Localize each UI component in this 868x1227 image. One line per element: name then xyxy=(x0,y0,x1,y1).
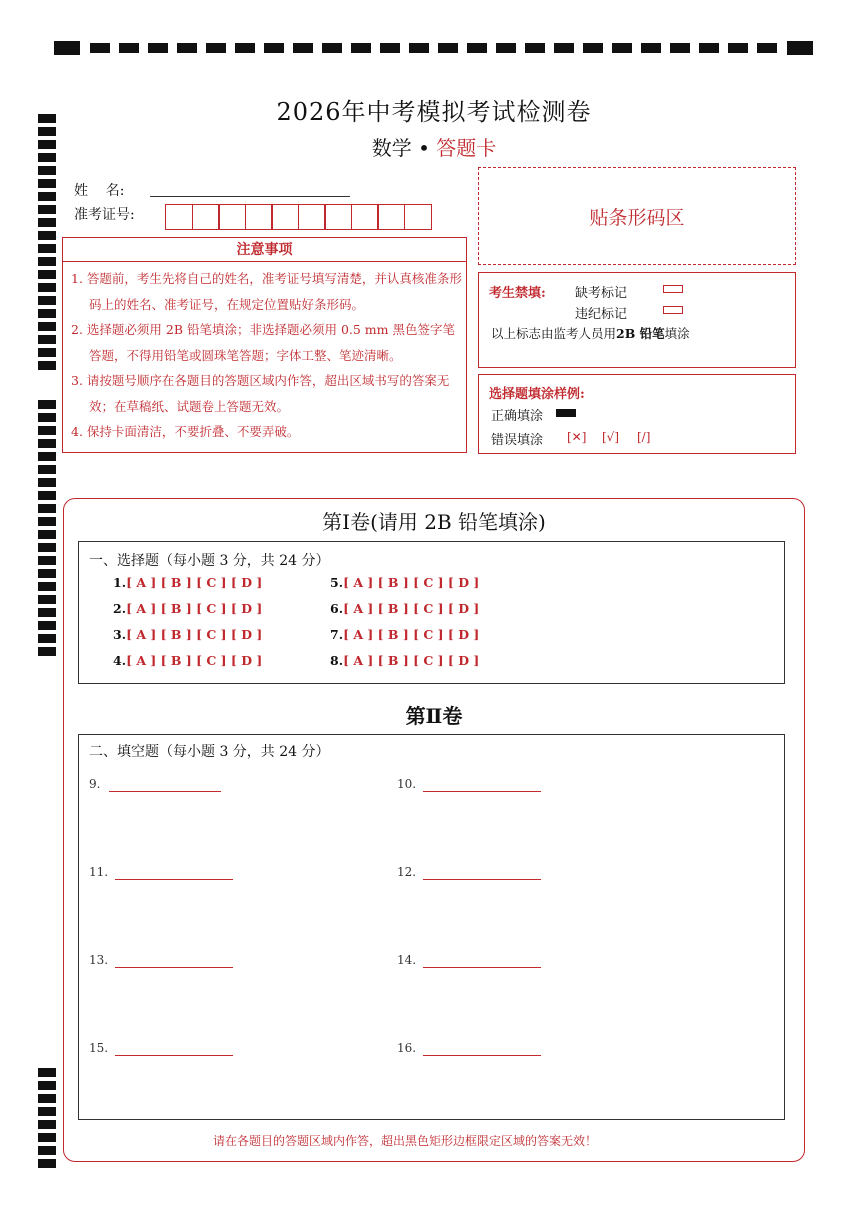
blank-question-number: 12. xyxy=(397,865,417,879)
timing-mark xyxy=(38,179,56,188)
exam-id-digit-box[interactable] xyxy=(377,204,405,230)
notice-box xyxy=(62,237,467,453)
choice-question-title: 一、选择题（每小题 3 分，共 24 分） xyxy=(89,553,330,569)
timing-mark xyxy=(38,595,56,604)
section-2-title: 第Ⅱ卷 xyxy=(405,704,463,728)
timing-mark xyxy=(554,43,574,53)
name-field[interactable] xyxy=(150,196,350,197)
blank-answer-line[interactable] xyxy=(423,967,541,968)
timing-mark xyxy=(38,192,56,201)
timing-mark xyxy=(38,205,56,214)
notice-item: 3. 请按题号顺序在各题目的答题区域内作答，超出区域书写的答案无效；在草稿纸、试题卷上答题无效。 xyxy=(71,373,450,414)
timing-mark xyxy=(38,1081,56,1090)
timing-mark xyxy=(38,478,56,487)
timing-mark xyxy=(438,43,458,53)
blank-question-number: 14. xyxy=(397,953,417,967)
timing-mark xyxy=(38,335,56,344)
correct-fill-label: 正确填涂 xyxy=(491,409,544,424)
choice-question-1[interactable] xyxy=(113,575,262,590)
correct-fill-sample xyxy=(556,409,576,417)
timing-mark xyxy=(38,257,56,266)
blank-answer-line[interactable] xyxy=(423,1055,541,1056)
timing-mark xyxy=(38,283,56,292)
timing-mark xyxy=(38,361,56,370)
wrong-mark-slash: [/] xyxy=(637,430,651,444)
timing-mark xyxy=(38,491,56,500)
timing-mark xyxy=(38,556,56,565)
question-number: 8. xyxy=(330,653,344,668)
answer-options[interactable]: [ A ] [ B ] [ C ] [ D ] xyxy=(343,575,480,590)
timing-mark xyxy=(670,43,690,53)
timing-mark xyxy=(641,43,661,53)
blank-question-number: 11. xyxy=(89,865,109,879)
timing-mark xyxy=(264,43,284,53)
timing-mark xyxy=(90,43,110,53)
note-bold: 2B 铅笔 xyxy=(616,326,665,341)
subject-label: 数学 • xyxy=(371,136,430,160)
exam-id-digit-box[interactable] xyxy=(218,204,246,230)
timing-mark xyxy=(38,426,56,435)
timing-mark xyxy=(38,166,56,175)
timing-mark xyxy=(206,43,226,53)
timing-mark xyxy=(525,43,545,53)
question-number: 6. xyxy=(330,601,344,616)
blank-answer-line[interactable] xyxy=(423,791,541,792)
exam-id-label: 准考证号: xyxy=(74,207,135,223)
timing-mark xyxy=(467,43,487,53)
timing-mark xyxy=(38,322,56,331)
timing-mark xyxy=(38,608,56,617)
blank-answer-line[interactable] xyxy=(423,879,541,880)
note-text: 以上标志由监考人员用 xyxy=(491,326,617,341)
note-text-end: 填涂 xyxy=(664,326,690,341)
blank-answer-line[interactable] xyxy=(115,967,233,968)
timing-mark xyxy=(38,465,56,474)
fill-sample-box xyxy=(478,374,796,454)
answer-options[interactable]: [ A ] [ B ] [ C ] [ D ] xyxy=(343,653,480,668)
timing-mark xyxy=(38,1094,56,1103)
exam-id-digit-box[interactable] xyxy=(271,204,299,230)
top-timing-marks xyxy=(54,41,814,55)
exam-id-digit-box[interactable] xyxy=(165,204,193,230)
timing-mark xyxy=(38,231,56,240)
blank-question-number: 16. xyxy=(397,1041,417,1055)
timing-mark xyxy=(38,1068,56,1077)
timing-mark xyxy=(38,452,56,461)
answer-options[interactable]: [ A ] [ B ] [ C ] [ D ] xyxy=(343,627,480,642)
question-number: 2. xyxy=(113,601,127,616)
timing-mark xyxy=(38,218,56,227)
wrong-mark-cross: [✕] xyxy=(567,430,587,444)
blank-question-number: 10. xyxy=(397,777,417,791)
exam-id-digit-box[interactable] xyxy=(192,204,220,230)
exam-id-digit-box[interactable] xyxy=(404,204,432,230)
timing-mark xyxy=(38,569,56,578)
blank-question-number: 9. xyxy=(89,777,101,791)
notice-item: 4. 保持卡面清洁，不要折叠、不要弄破。 xyxy=(71,424,300,439)
timing-mark xyxy=(38,296,56,305)
timing-mark xyxy=(54,41,80,55)
exam-marks-note xyxy=(491,324,690,342)
exam-id-boxes[interactable] xyxy=(165,204,430,230)
answer-options[interactable]: [ A ] [ B ] [ C ] [ D ] xyxy=(343,601,480,616)
timing-mark xyxy=(351,43,371,53)
absent-label: 缺考标记 xyxy=(575,286,628,301)
choice-question-box xyxy=(78,541,785,684)
timing-mark xyxy=(380,43,400,53)
notice-item: 1. 答题前，考生先将自己的姓名，准考证号填写清楚，并认真核准条形码上的姓名、准考证号，在规定位置贴好条形码。 xyxy=(71,271,462,312)
timing-mark xyxy=(38,582,56,591)
fill-question-title: 二、填空题（每小题 3 分，共 24 分） xyxy=(89,744,330,760)
timing-mark xyxy=(38,270,56,279)
section-1-title: 第Ⅰ卷(请用 2B 铅笔填涂) xyxy=(322,510,546,534)
blank-question-number: 13. xyxy=(89,953,109,967)
subtitle xyxy=(0,132,868,161)
timing-mark xyxy=(119,43,139,53)
left-timing-marks-lower xyxy=(38,1068,56,1172)
answer-options[interactable]: [ A ] [ B ] [ C ] [ D ] xyxy=(126,653,263,668)
page-title: 2026年中考模拟考试检测卷 xyxy=(276,98,592,126)
timing-mark xyxy=(496,43,516,53)
timing-mark xyxy=(293,43,313,53)
timing-mark xyxy=(787,41,813,55)
blank-answer-line[interactable] xyxy=(109,791,221,792)
answer-sheet-label: 答题卡 xyxy=(436,136,497,160)
name-label: 姓 名: xyxy=(74,183,125,199)
answer-options[interactable]: [ A ] [ B ] [ C ] [ D ] xyxy=(126,627,263,642)
choice-question-2[interactable] xyxy=(113,601,262,616)
fill-sample-title: 选择题填涂样例: xyxy=(489,387,585,402)
timing-mark xyxy=(38,1159,56,1168)
timing-mark xyxy=(148,43,168,53)
timing-mark xyxy=(38,309,56,318)
notice-item: 2. 选择题必须用 2B 铅笔填涂；非选择题必须用 0.5 mm 黑色签字笔答题，不得用铅笔或圆珠笔答题；字体工整、笔迹清晰。 xyxy=(71,322,455,363)
exam-id-digit-box[interactable] xyxy=(324,204,352,230)
timing-mark xyxy=(583,43,603,53)
absent-mark-box[interactable] xyxy=(663,285,683,293)
choice-question-4[interactable] xyxy=(113,653,262,668)
blank-answer-line[interactable] xyxy=(115,1055,233,1056)
violation-label: 违纪标记 xyxy=(575,307,628,322)
timing-mark xyxy=(38,1120,56,1129)
choice-question-6[interactable] xyxy=(330,601,479,616)
question-number: 5. xyxy=(330,575,344,590)
violation-mark-box[interactable] xyxy=(663,306,683,314)
timing-mark xyxy=(38,244,56,253)
fill-question-box xyxy=(78,734,785,1120)
footer-note: 请在各题目的答题区域内作答，超出黑色矩形边框限定区域的答案无效！ xyxy=(212,1134,597,1148)
exam-marks-box xyxy=(478,272,796,368)
choice-question-8[interactable] xyxy=(330,653,479,668)
timing-mark xyxy=(612,43,632,53)
exam-id-digit-box[interactable] xyxy=(245,204,273,230)
exam-id-digit-box[interactable] xyxy=(298,204,326,230)
notice-title: 注意事项 xyxy=(63,238,466,262)
choice-question-7[interactable] xyxy=(330,627,479,642)
timing-mark xyxy=(699,43,719,53)
question-number: 3. xyxy=(113,627,127,642)
timing-mark xyxy=(38,1107,56,1116)
question-number: 1. xyxy=(113,575,127,590)
timing-mark xyxy=(38,400,56,409)
timing-mark xyxy=(235,43,255,53)
question-number: 4. xyxy=(113,653,127,668)
timing-mark xyxy=(38,634,56,643)
wrong-mark-check: [√] xyxy=(602,430,620,444)
timing-mark xyxy=(177,43,197,53)
answer-options[interactable]: [ A ] [ B ] [ C ] [ D ] xyxy=(126,601,263,616)
blank-answer-line[interactable] xyxy=(115,879,233,880)
timing-mark xyxy=(757,43,777,53)
timing-mark xyxy=(38,647,56,656)
timing-mark xyxy=(38,439,56,448)
notice-list xyxy=(69,266,464,445)
timing-mark xyxy=(728,43,748,53)
choice-question-3[interactable] xyxy=(113,627,262,642)
choice-question-5[interactable] xyxy=(330,575,479,590)
timing-mark xyxy=(38,543,56,552)
barcode-area: 贴条形码区 xyxy=(478,167,796,265)
timing-mark xyxy=(409,43,429,53)
timing-mark xyxy=(322,43,342,53)
exam-id-digit-box[interactable] xyxy=(351,204,379,230)
answer-options[interactable]: [ A ] [ B ] [ C ] [ D ] xyxy=(126,575,263,590)
timing-mark xyxy=(38,621,56,630)
wrong-fill-label: 错误填涂 xyxy=(491,433,544,448)
question-number: 7. xyxy=(330,627,344,642)
timing-mark xyxy=(38,348,56,357)
blank-question-number: 15. xyxy=(89,1041,109,1055)
exam-marks-title: 考生禁填: xyxy=(489,286,546,301)
timing-mark xyxy=(38,413,56,422)
